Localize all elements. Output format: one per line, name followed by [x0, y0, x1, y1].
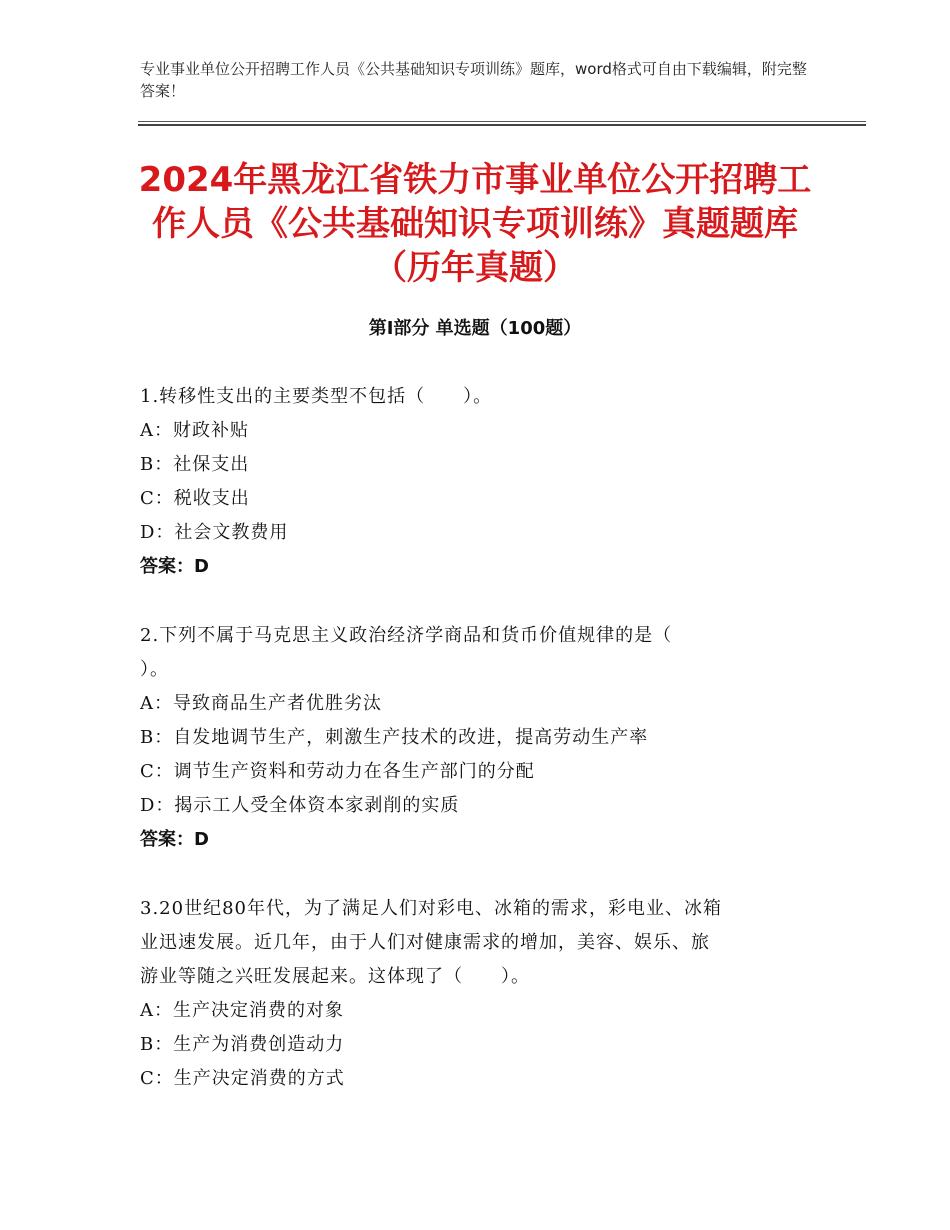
title-line-2: 作人员《公共基础知识专项训练》真题题库 [152, 204, 798, 244]
header-rule-top [138, 121, 866, 122]
title-line-3: （历年真题） [373, 248, 577, 288]
question-stem-continued: 游业等随之兴旺发展起来。这体现了（ ）。 [140, 966, 530, 987]
question-3 [140, 892, 830, 1096]
option-a: A：财政补贴 [140, 420, 249, 441]
question-2 [140, 619, 830, 857]
answer: 答案：D [140, 556, 209, 577]
option-d: D：社会文教费用 [140, 522, 289, 543]
document-title [120, 158, 830, 290]
header-rule-bottom [138, 124, 866, 126]
option-c: C：调节生产资料和劳动力在各生产部门的分配 [140, 761, 535, 782]
option-b: B：生产为消费创造动力 [140, 1034, 345, 1055]
option-c: C：税收支出 [140, 488, 250, 509]
question-1 [140, 380, 830, 584]
header-note: 专业事业单位公开招聘工作人员《公共基础知识专项训练》题库，word格式可自由下载编辑，附完整答案！ [140, 60, 807, 100]
title-line-1: 2024年黑龙江省铁力市事业单位公开招聘工 [138, 160, 812, 200]
option-b: B：自发地调节生产，刺激生产技术的改进，提高劳动生产率 [140, 727, 649, 748]
option-a: A：导致商品生产者优胜劣汰 [140, 693, 382, 714]
question-stem: 2.下列不属于马克思主义政治经济学商品和货币价值规律的是（ [140, 625, 673, 646]
question-stem: 1.转移性支出的主要类型不包括（ ）。 [140, 386, 493, 407]
question-stem-continued: ）。 [140, 659, 169, 680]
option-a: A：生产决定消费的对象 [140, 1000, 344, 1021]
option-b: B：社保支出 [140, 454, 250, 475]
answer: 答案：D [140, 829, 209, 850]
question-stem-continued: 业迅速发展。近几年，由于人们对健康需求的增加，美容、娱乐、旅 [140, 932, 710, 953]
question-stem: 3.20世纪80年代，为了满足人们对彩电、冰箱的需求，彩电业、冰箱 [140, 898, 722, 919]
section-heading: 第Ⅰ部分 单选题（100题） [368, 318, 582, 339]
option-d: D：揭示工人受全体资本家剥削的实质 [140, 795, 460, 816]
option-c: C：生产决定消费的方式 [140, 1068, 345, 1089]
